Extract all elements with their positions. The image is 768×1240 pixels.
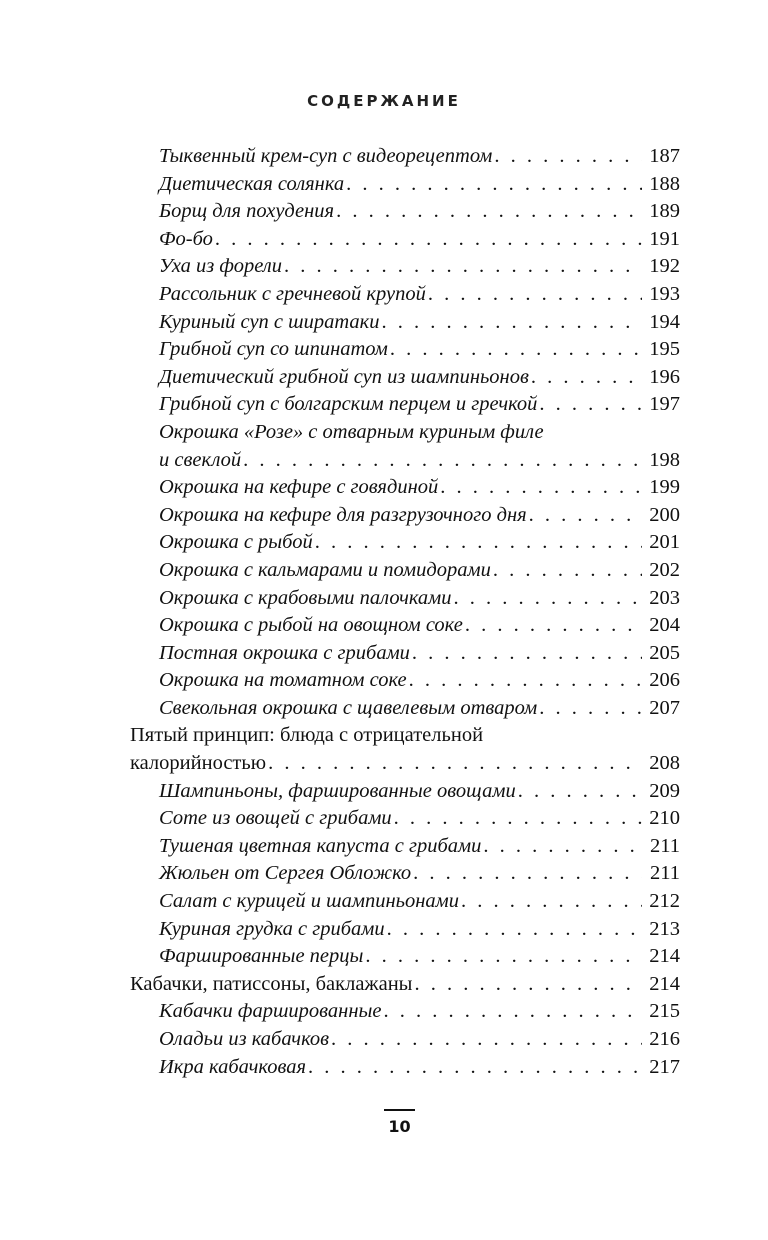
- toc-entry-title: Диетическая солянка: [159, 172, 345, 195]
- toc-entry-title: Грибной суп с болгарским перцем и гречкой: [159, 393, 538, 416]
- toc-entry-page: 196: [649, 365, 680, 388]
- toc-entry: [130, 529, 680, 557]
- dot-leader: [387, 916, 642, 944]
- toc-entry-page: 191: [649, 227, 680, 250]
- toc-entry: [130, 419, 680, 474]
- dot-leader: [412, 640, 642, 668]
- toc-entry-page: 206: [649, 669, 680, 692]
- toc-entry-title: Куриный суп с ширатаки: [159, 310, 380, 333]
- toc-entry-line: [159, 916, 680, 944]
- toc-entry: [130, 916, 680, 944]
- toc-entry-line: [130, 722, 680, 750]
- toc-entry-page: 201: [649, 531, 680, 554]
- toc-entry-line: [159, 557, 680, 585]
- toc-entry-page: 187: [649, 145, 680, 167]
- toc-entry-line: [159, 253, 680, 281]
- toc-entry-title: Кабачки фаршированные: [159, 1000, 382, 1023]
- toc-entry-title: Фо-бо: [159, 227, 213, 250]
- dot-leader: [454, 585, 642, 613]
- toc-entry-page: 217: [649, 1055, 680, 1078]
- toc-entry-page: 205: [649, 641, 680, 664]
- toc-entry-title: Куриная грудка с грибами: [159, 917, 385, 940]
- toc-entry-line: [159, 1054, 680, 1082]
- toc-entry-title: Уха из форели: [159, 255, 282, 278]
- toc-entry-title: Окрошка на кефире с говядиной: [159, 476, 439, 499]
- toc-entry: [130, 667, 680, 695]
- toc-entry-page: 212: [649, 890, 680, 913]
- toc-entry-title: Окрошка на кефире для разгрузочного дня: [159, 503, 527, 526]
- toc-entry-line: [159, 888, 680, 916]
- toc-entry: [130, 695, 680, 723]
- table-of-contents: [130, 143, 680, 1081]
- dot-leader: [440, 474, 642, 502]
- toc-entry-page: 215: [649, 1000, 680, 1023]
- dot-leader: [268, 750, 642, 778]
- dot-leader: [394, 805, 642, 833]
- toc-entry-page: 195: [649, 338, 680, 361]
- toc-entry-page: 194: [649, 310, 680, 333]
- dot-leader: [215, 226, 642, 254]
- toc-entry-page: 208: [649, 752, 680, 775]
- toc-entry-title: Окрошка с кальмарами и помидорами: [159, 558, 491, 581]
- toc-entry-title: Окрошка «Розе» с отварным куриным филе: [159, 420, 544, 443]
- toc-entry-page: 214: [649, 945, 680, 968]
- toc-entry: [130, 971, 680, 999]
- dot-leader: [384, 998, 642, 1026]
- dot-leader: [518, 778, 642, 806]
- toc-entry-title: Пятый принцип: блюда с отрицательной: [130, 724, 484, 747]
- dot-leader: [308, 1054, 642, 1082]
- dot-leader: [465, 612, 642, 640]
- toc-entry-title: Соте из овощей с грибами: [159, 807, 392, 830]
- dot-leader: [331, 1026, 642, 1054]
- toc-entry: [130, 336, 680, 364]
- toc-entry-line: [159, 364, 680, 392]
- toc-entry: [130, 778, 680, 806]
- dot-leader: [539, 391, 642, 419]
- toc-entry-title: Грибной суп со шпинатом: [159, 338, 388, 361]
- toc-entry-title: Свекольная окрошка с щавелевым отваром: [159, 696, 538, 719]
- toc-entry-line: [159, 585, 680, 613]
- toc-entry: [130, 722, 680, 777]
- dot-leader: [413, 860, 642, 888]
- dot-leader: [409, 667, 642, 695]
- toc-entry-title: Тушеная цветная капуста с грибами: [159, 834, 482, 857]
- toc-entry-line: [159, 171, 680, 199]
- toc-entry: [130, 309, 680, 337]
- toc-entry: [130, 171, 680, 199]
- toc-entry-page: 200: [649, 503, 680, 526]
- toc-entry-title: Оладьи из кабачков: [159, 1028, 330, 1050]
- toc-entry-title: Жюльен от Сергея Обложко: [159, 862, 412, 885]
- dot-leader: [494, 143, 642, 171]
- toc-entry-line: [159, 502, 680, 530]
- toc-entry-page: 204: [649, 614, 680, 637]
- toc-entry-line: [130, 971, 680, 999]
- dot-leader: [346, 171, 642, 199]
- toc-entry: [130, 1054, 680, 1082]
- dot-leader: [382, 309, 642, 337]
- toc-entry-title: Фаршированные перцы: [159, 945, 364, 968]
- toc-entry-line: [159, 805, 680, 833]
- toc-entry: [130, 364, 680, 392]
- toc-entry-page: 198: [649, 448, 680, 471]
- dot-leader: [539, 695, 642, 723]
- toc-entry: [130, 833, 680, 861]
- toc-entry-page: 216: [649, 1028, 680, 1050]
- toc-entry: [130, 198, 680, 226]
- toc-entry-title: Постная окрошка с грибами: [159, 641, 410, 664]
- toc-entry-title: Борщ для похудения: [159, 200, 335, 223]
- toc-entry-line: [159, 419, 680, 447]
- toc-entry-line: [159, 860, 680, 888]
- toc-entry-line: [159, 474, 680, 502]
- toc-entry-page: 197: [649, 393, 680, 416]
- toc-entry-page: 207: [649, 696, 680, 719]
- toc-entry-page: 211: [650, 834, 680, 857]
- toc-entry: [130, 226, 680, 254]
- toc-entry-title: Рассольник с гречневой крупой: [159, 282, 426, 305]
- dot-leader: [531, 364, 642, 392]
- toc-entry-title: Диетический грибной суп из шампиньонов: [159, 365, 529, 388]
- toc-entry: [130, 474, 680, 502]
- dot-leader: [428, 281, 642, 309]
- toc-entry: [130, 585, 680, 613]
- toc-entry-line: [159, 1026, 680, 1054]
- toc-entry-line: [159, 640, 680, 668]
- toc-entry: [130, 860, 680, 888]
- toc-entry-title: Окрошка с рыбой: [159, 531, 313, 554]
- toc-entry-page: 188: [649, 172, 680, 195]
- toc-entry-line: [159, 612, 680, 640]
- toc-entry: [130, 612, 680, 640]
- toc-entry-title: Окрошка с рыбой на овощном соке: [159, 614, 463, 637]
- dot-leader: [243, 447, 642, 475]
- running-header: СОДЕРЖАНИЕ: [307, 92, 461, 110]
- toc-entry-line: [159, 998, 680, 1026]
- toc-entry: [130, 888, 680, 916]
- toc-entry-page: 193: [649, 282, 680, 305]
- toc-entry-line: [159, 336, 680, 364]
- toc-entry-page: 209: [649, 779, 680, 802]
- dot-leader: [336, 198, 642, 226]
- toc-entry-line: [159, 391, 680, 419]
- toc-entry-title: Окрошка с крабовыми палочками: [159, 586, 452, 609]
- toc-entry-page: 214: [649, 972, 680, 995]
- toc-entry-line: [159, 943, 680, 971]
- toc-entry-line: [159, 667, 680, 695]
- toc-entry-title: и свеклой: [159, 448, 242, 471]
- toc-entry: [130, 943, 680, 971]
- toc-entry: [130, 391, 680, 419]
- toc-entry-page: 203: [649, 586, 680, 609]
- toc-entry-page: 211: [650, 862, 680, 885]
- toc-entry-page: 192: [649, 255, 680, 278]
- toc-entry-line: [159, 778, 680, 806]
- page-number: 10: [388, 1117, 411, 1136]
- toc-entry: [130, 281, 680, 309]
- toc-entry-page: 189: [649, 200, 680, 223]
- toc-entry-line: [159, 226, 680, 254]
- toc-entry-title: Кабачки, патиссоны, баклажаны: [130, 972, 413, 995]
- dot-leader: [529, 502, 642, 530]
- toc-entry: [130, 143, 680, 171]
- toc-entry-title: Икра кабачковая: [159, 1055, 307, 1078]
- toc-entry-title: калорийностью: [130, 752, 267, 775]
- toc-entry-line: [159, 143, 680, 171]
- toc-entry-page: 213: [649, 917, 680, 940]
- dot-leader: [365, 943, 642, 971]
- toc-entry-line: [159, 198, 680, 226]
- dot-leader: [414, 971, 642, 999]
- toc-entry: [130, 557, 680, 585]
- toc-entry-line: [130, 750, 680, 778]
- dot-leader: [483, 833, 642, 861]
- toc-entry-line: [159, 529, 680, 557]
- toc-entry-page: 202: [649, 558, 680, 581]
- toc-entry: [130, 640, 680, 668]
- toc-entry-line: [159, 833, 680, 861]
- toc-entry: [130, 1026, 680, 1054]
- toc-entry: [130, 253, 680, 281]
- toc-entry-line: [159, 309, 680, 337]
- toc-entry-page: 210: [649, 807, 680, 830]
- dot-leader: [284, 253, 642, 281]
- toc-entry-title: Тыквенный крем-суп с видеорецептом: [159, 145, 493, 167]
- toc-entry-title: Шампиньоны, фаршированные овощами: [159, 779, 516, 802]
- toc-entry-line: [159, 281, 680, 309]
- toc-entry-line: [159, 447, 680, 475]
- dot-leader: [493, 557, 642, 585]
- toc-entry-title: Салат с курицей и шампиньонами: [159, 890, 459, 913]
- toc-entry-line: [159, 695, 680, 723]
- page-number-rule: [384, 1109, 415, 1111]
- toc-entry: [130, 805, 680, 833]
- toc-entry-title: Окрошка на томатном соке: [159, 669, 407, 692]
- toc-entry: [130, 998, 680, 1026]
- dot-leader: [315, 529, 642, 557]
- toc-entry-page: 199: [649, 476, 680, 499]
- toc-entry: [130, 502, 680, 530]
- dot-leader: [461, 888, 642, 916]
- dot-leader: [390, 336, 642, 364]
